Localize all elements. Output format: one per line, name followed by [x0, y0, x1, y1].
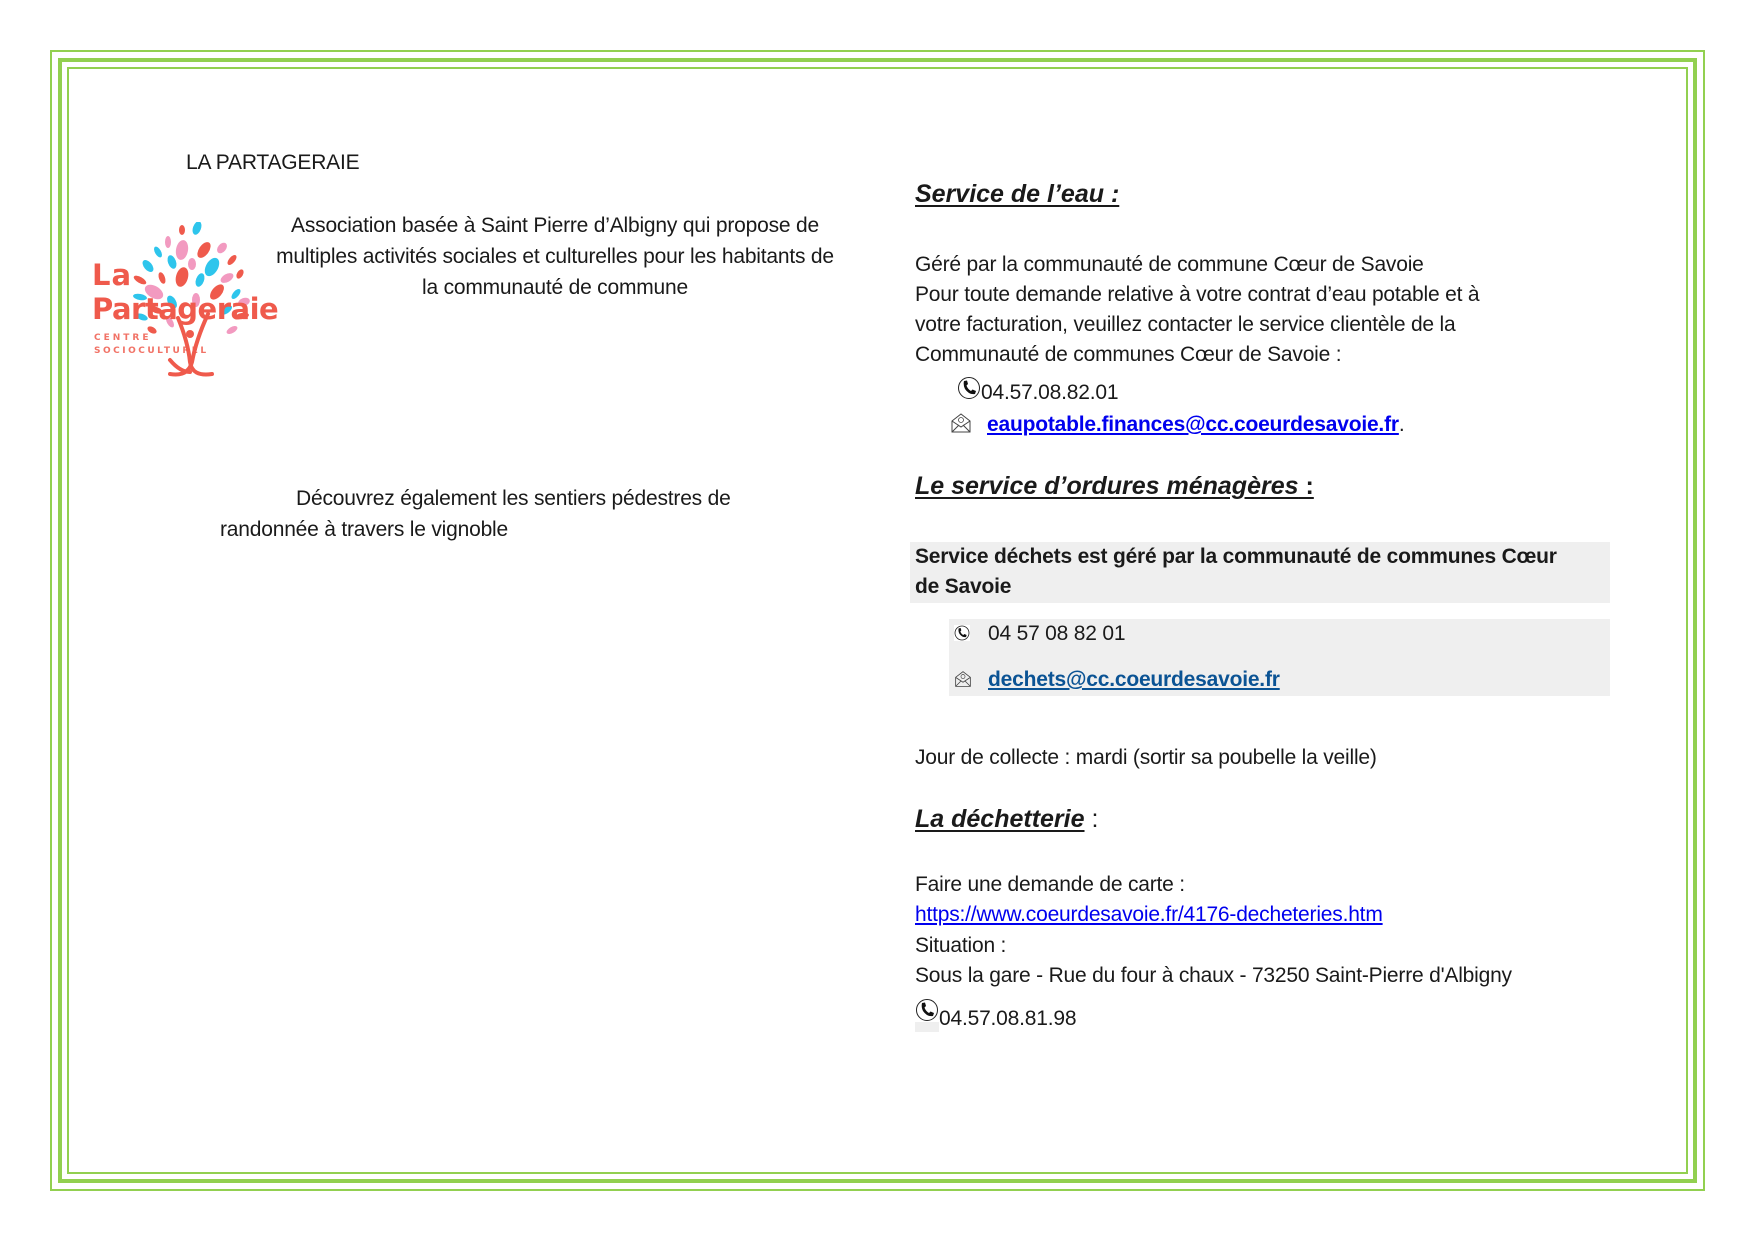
ordures-phone-row [954, 619, 1125, 649]
logo-text-socioculturel: SOCIOCULTUREL [94, 346, 209, 356]
partageraie-logo [92, 222, 279, 384]
ordures-managed-line-2: de Savoie [915, 575, 1012, 598]
partageraie-title: LA PARTAGERAIE [186, 151, 360, 174]
logo-text-la: La [92, 258, 133, 292]
carte-label: Faire une demande de carte : [915, 873, 1185, 896]
ordures-managed-line-1: Service déchets est géré par la communauté de communes Cœur [915, 545, 1557, 568]
ordures-email-row [954, 665, 1280, 695]
eau-contract-line: Pour toute demande relative à votre contrat d’eau potable et à [915, 283, 1480, 306]
randonnee-line-1: Découvrez également les sentiers pédestres de [296, 487, 731, 510]
logo-text-centre: CENTRE [94, 333, 152, 343]
eau-community-line: Communauté de communes Cœur de Savoie : [915, 343, 1342, 366]
ordures-heading: Le service d’ordures ménagères : [915, 472, 1314, 500]
phone-icon [915, 998, 939, 1022]
eau-phone-row [957, 378, 1118, 408]
ordures-email-link[interactable]: dechets@cc.coeurdesavoie.fr [988, 668, 1280, 691]
eau-managed-by: Géré par la communauté de commune Cœur de Savoie [915, 253, 1424, 276]
decheterie-link[interactable]: https://www.coeurdesavoie.fr/4176-decheteries.htm [915, 903, 1383, 926]
eau-phone: 04.57.08.82.01 [981, 381, 1119, 404]
eau-email-link[interactable]: eaupotable.finances@cc.coeurdesavoie.fr [987, 413, 1399, 436]
logo-text-partageraie: Partageraie [92, 292, 279, 326]
ordures-phone: 04 57 08 82 01 [988, 622, 1126, 645]
randonnee-text [220, 483, 820, 545]
situation-label: Situation : [915, 934, 1007, 957]
phone-icon [954, 625, 970, 641]
eau-email-row: eaupotable.finances@cc.coeurdesavoie.fr. [950, 410, 1404, 440]
collecte-day: Jour de collecte : mardi (sortir sa poubelle la veille) [915, 746, 1377, 769]
decheterie-heading: La déchetterie : [915, 805, 1099, 833]
phone-icon [957, 376, 981, 400]
eau-heading: Service de l’eau : [915, 180, 1120, 208]
decheterie-address: Sous la gare - Rue du four à chaux - 73250 Saint-Pierre d'Albigny [915, 964, 1512, 987]
randonnee-line-2: randonnée à travers le vignoble [220, 518, 508, 541]
decheterie-phone-row [915, 998, 1076, 1032]
eau-billing-line: votre facturation, veuillez contacter le service clientèle de la [915, 313, 1456, 336]
decheterie-phone: 04.57.08.81.98 [939, 1007, 1077, 1030]
email-icon [954, 669, 972, 689]
email-icon [950, 412, 972, 434]
association-description: Association basée à Saint Pierre d’Albigny qui propose de multiples activités sociales et culturelles pour les habitants de la communauté de commune [276, 214, 834, 299]
carte-link-row [915, 900, 1383, 930]
